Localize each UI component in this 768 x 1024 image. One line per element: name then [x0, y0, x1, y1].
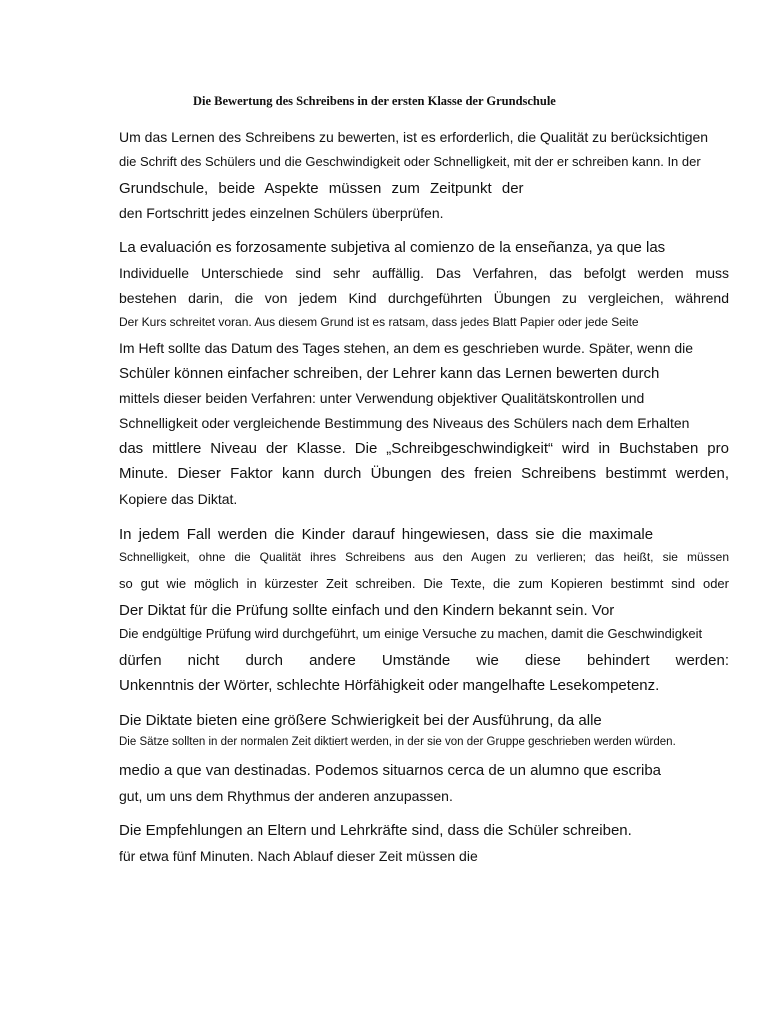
text-line: so gut wie möglich in kürzester Zeit schreiben. Die Texte, die zum Kopieren bestimmt sind oder — [119, 576, 729, 591]
text-line: mittels dieser beiden Verfahren: unter Verwendung objektiver Qualitätskontrollen und — [119, 390, 645, 406]
text-line: bestehen darin, die von jedem Kind durchgeführten Übungen zu vergleichen, während — [119, 290, 729, 306]
text-line: Die Diktate bieten eine größere Schwierigkeit bei der Ausführung, da alle — [119, 712, 602, 729]
text-line: Um das Lernen des Schreibens zu bewerten, ist es erforderlich, die Qualität zu berücksichtigen — [119, 129, 709, 145]
text-line: Im Heft sollte das Datum des Tages stehen, an dem es geschrieben wurde. Später, wenn die — [119, 340, 694, 356]
text-line: für etwa fünf Minuten. Nach Ablauf dieser Zeit müssen die — [119, 848, 478, 864]
text-line: In jedem Fall werden die Kinder darauf hingewiesen, dass sie die maximale — [119, 526, 654, 543]
text-line: Der Diktat für die Prüfung sollte einfach und den Kindern bekannt sein. Vor — [119, 602, 615, 619]
text-line: Individuelle Unterschiede sind sehr auffällig. Das Verfahren, das befolgt werden muss — [119, 265, 729, 281]
text-line: Grundschule, beide Aspekte müssen zum Zeitpunkt der — [119, 180, 524, 197]
text-line: Die Sätze sollten in der normalen Zeit diktiert werden, in der sie von der Gruppe geschrieben werden würden. — [119, 736, 676, 748]
text-line: Der Kurs schreitet voran. Aus diesem Grund ist es ratsam, dass jedes Blatt Papier oder jede Seite — [119, 315, 639, 329]
text-line: Minute. Dieser Faktor kann durch Übungen des freien Schreibens bestimmt werden, — [119, 465, 729, 482]
text-line: gut, um uns dem Rhythmus der anderen anzupassen. — [119, 788, 453, 804]
text-line: Die endgültige Prüfung wird durchgeführt, um einige Versuche zu machen, damit die Geschwindigkeit — [119, 626, 703, 641]
document-title: Die Bewertung des Schreibens in der ersten Klasse der Grundschule — [193, 94, 556, 108]
text-line: Unkenntnis der Wörter, schlechte Hörfähigkeit oder mangelhafte Lesekompetenz. — [119, 677, 660, 694]
text-line: dürfen nicht durch andere Umstände wie diese behindert werden: — [119, 652, 729, 669]
text-line: medio a que van destinadas. Podemos situarnos cerca de un alumno que escriba — [119, 762, 661, 779]
text-line: den Fortschritt jedes einzelnen Schülers überprüfen. — [119, 205, 444, 221]
text-line: La evaluación es forzosamente subjetiva al comienzo de la enseñanza, ya que las — [119, 239, 666, 256]
text-line: Kopiere das Diktat. — [119, 491, 238, 507]
text-line: Schüler können einfacher schreiben, der Lehrer kann das Lernen bewerten durch — [119, 365, 660, 382]
text-line: Schnelligkeit, ohne die Qualität ihres Schreibens aus den Augen zu verlieren; das heißt, sie müssen — [119, 550, 729, 564]
text-line: das mittlere Niveau der Klasse. Die „Schreibgeschwindigkeit“ wird in Buchstaben pro — [119, 440, 729, 457]
text-line: die Schrift des Schülers und die Geschwindigkeit oder Schnelligkeit, mit der er schreiben kann. In der — [119, 154, 701, 169]
text-line: Die Empfehlungen an Eltern und Lehrkräfte sind, dass die Schüler schreiben. — [119, 822, 632, 839]
text-line: Schnelligkeit oder vergleichende Bestimmung des Niveaus des Schülers nach dem Erhalten — [119, 415, 690, 431]
